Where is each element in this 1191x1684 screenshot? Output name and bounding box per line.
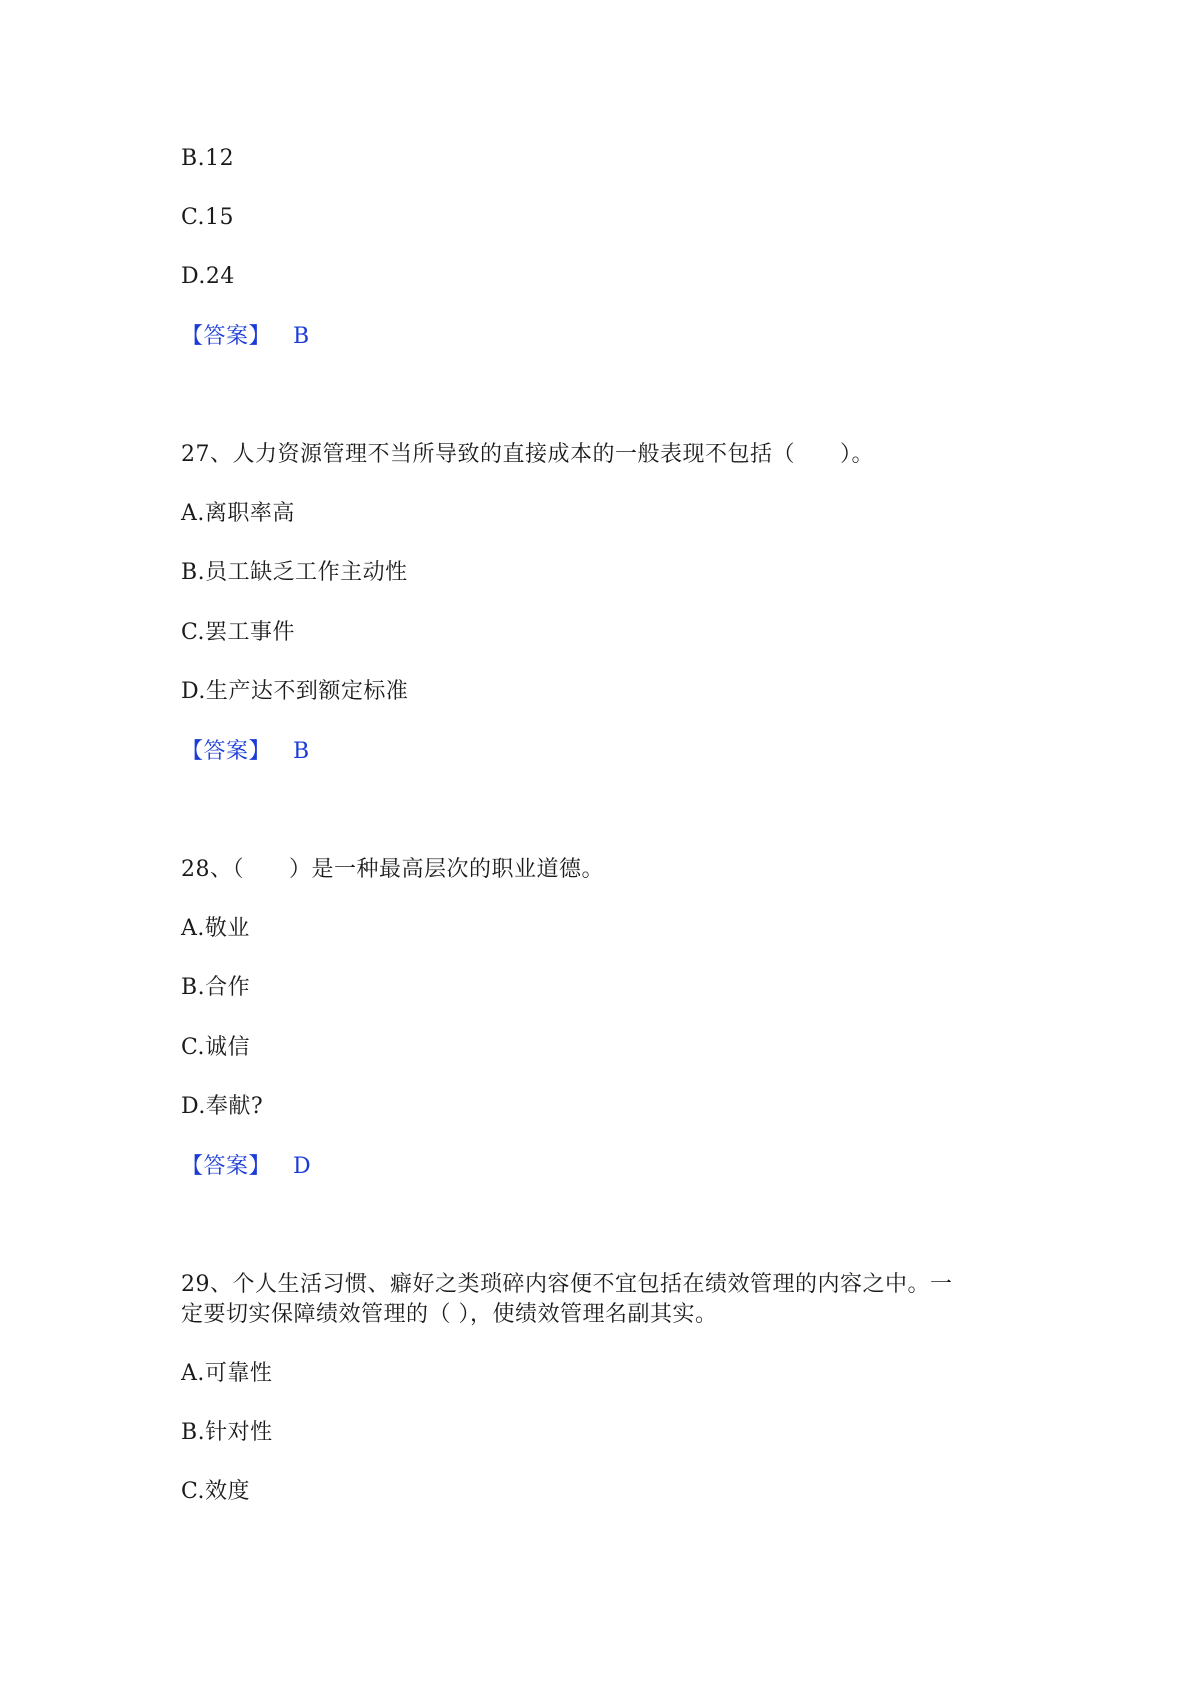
q27-option-c: C.罢工事件 bbox=[181, 620, 296, 645]
q26-option-b: B.12 bbox=[181, 146, 235, 171]
q26-option-d: D.24 bbox=[181, 264, 235, 289]
q28-option-b: B.合作 bbox=[181, 975, 251, 1000]
q27-option-b: B.员工缺乏工作主动性 bbox=[181, 560, 408, 585]
q29-option-b: B.针对性 bbox=[181, 1420, 273, 1445]
q29-option-a: A.可靠性 bbox=[181, 1361, 273, 1386]
q27-option-d: D.生产达不到额定标准 bbox=[181, 679, 409, 704]
q29-option-c: C.效度 bbox=[181, 1479, 251, 1504]
answer-value: B bbox=[293, 324, 310, 349]
q29-question-line2: 定要切实保障绩效管理的（ ），使绩效管理名副其实。 bbox=[181, 1302, 718, 1327]
q28-answer bbox=[181, 1152, 311, 1182]
answer-label: 【答案】 bbox=[181, 324, 272, 349]
q28-question: 28、（ ）是一种最高层次的职业道德。 bbox=[181, 857, 604, 882]
q29-question-line1: 29、个人生活习惯、癖好之类琐碎内容便不宜包括在绩效管理的内容之中。一 bbox=[181, 1272, 953, 1297]
q28-option-d: D.奉献? bbox=[181, 1094, 264, 1119]
q26-option-c: C.15 bbox=[181, 205, 235, 230]
answer-label: 【答案】 bbox=[181, 1154, 272, 1179]
q28-option-c: C.诚信 bbox=[181, 1035, 251, 1060]
q28-option-a: A.敬业 bbox=[181, 916, 250, 941]
answer-label: 【答案】 bbox=[181, 739, 272, 764]
q27-question: 27、人力资源管理不当所导致的直接成本的一般表现不包括（ ）。 bbox=[181, 442, 874, 467]
answer-value: B bbox=[293, 739, 310, 764]
q26-answer bbox=[181, 322, 310, 352]
q27-option-a: A.离职率高 bbox=[181, 501, 295, 526]
q27-answer bbox=[181, 737, 310, 767]
answer-value: D bbox=[293, 1154, 312, 1179]
